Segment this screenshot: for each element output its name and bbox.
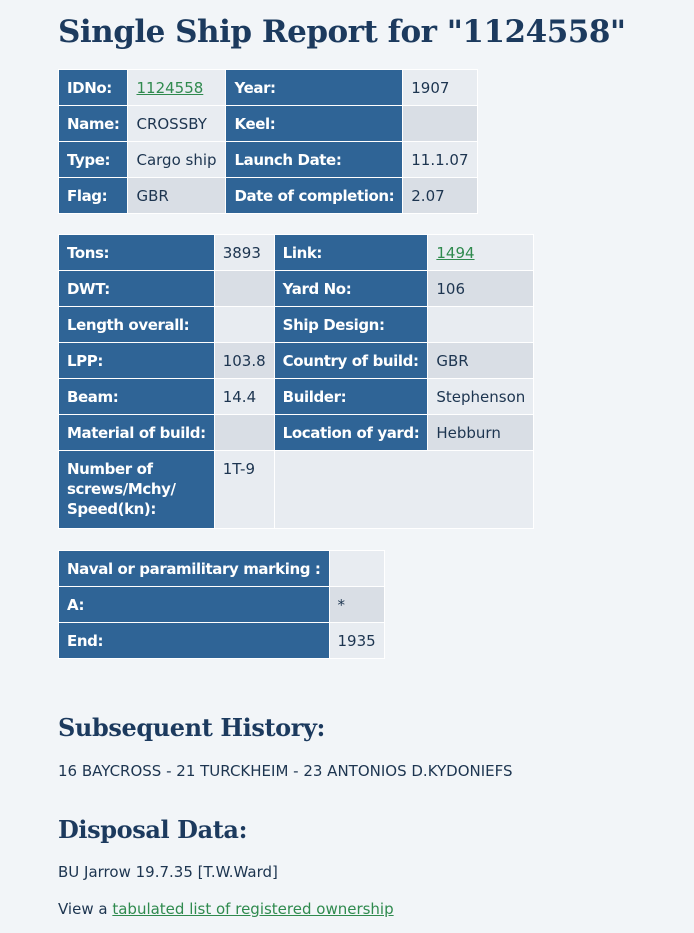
tons-value: 3893 [214,235,274,271]
table-row [59,343,534,379]
table-row [59,70,478,106]
idno-cell [128,70,226,106]
dwt-value [214,271,274,307]
launch-label: Launch Date: [226,142,403,178]
a-label: A: [59,587,330,623]
lpp-value: 103.8 [214,343,274,379]
table-row [59,271,534,307]
location-value: Hebburn [428,415,534,451]
end-label: End: [59,623,330,659]
table-row [59,379,534,415]
ownership-link[interactable]: tabulated list of registered ownership [112,900,394,918]
location-label: Location of yard: [274,415,428,451]
yard-label: Yard No: [274,271,428,307]
length-value [214,307,274,343]
ownership-line [58,900,394,918]
history-text: 16 BAYCROSS - 21 TURCKHEIM - 23 ANTONIOS D.KYDONIEFS [58,762,513,780]
marking-label: Naval or paramilitary marking : [59,551,330,587]
table-row [59,623,385,659]
year-label: Year: [226,70,403,106]
table-row [59,551,385,587]
table-row [59,415,534,451]
end-value: 1935 [329,623,384,659]
table-row [59,178,478,214]
empty-cell [274,451,534,529]
name-value: CROSSBY [128,106,226,142]
disposal-heading: Disposal Data: [58,815,248,844]
builder-label: Builder: [274,379,428,415]
table-row [59,587,385,623]
material-label: Material of build: [59,415,215,451]
launch-value: 11.1.07 [403,142,477,178]
idno-label: IDNo: [59,70,128,106]
completion-value: 2.07 [403,178,477,214]
table-row [59,451,534,529]
a-value: * [329,587,384,623]
table-row [59,307,534,343]
flag-value: GBR [128,178,226,214]
type-label: Type: [59,142,128,178]
yard-value: 106 [428,271,534,307]
lpp-label: LPP: [59,343,215,379]
link-cell [428,235,534,271]
builder-value: Stephenson [428,379,534,415]
completion-label: Date of completion: [226,178,403,214]
dwt-label: DWT: [59,271,215,307]
country-value: GBR [428,343,534,379]
table-row [59,235,534,271]
table-row [59,106,478,142]
screws-value: 1T-9 [214,451,274,529]
marking-value [329,551,384,587]
keel-value [403,106,477,142]
history-heading: Subsequent History: [58,713,325,742]
basic-info-table [58,69,478,214]
disposal-text: BU Jarrow 19.7.35 [T.W.Ward] [58,863,278,881]
type-value: Cargo ship [128,142,226,178]
keel-label: Keel: [226,106,403,142]
beam-value: 14.4 [214,379,274,415]
flag-label: Flag: [59,178,128,214]
table-row [59,142,478,178]
specs-table [58,234,534,529]
link-value[interactable]: 1494 [436,243,475,262]
tons-label: Tons: [59,235,215,271]
link-label: Link: [274,235,428,271]
country-label: Country of build: [274,343,428,379]
naval-table [58,550,385,659]
material-value [214,415,274,451]
idno-link[interactable]: 1124558 [136,78,204,97]
name-label: Name: [59,106,128,142]
screws-label: Number of screws/Mchy/ Speed(kn): [59,451,215,529]
year-value: 1907 [403,70,477,106]
beam-label: Beam: [59,379,215,415]
length-label: Length overall: [59,307,215,343]
design-value [428,307,534,343]
page-title: Single Ship Report for "1124558" [58,14,626,50]
view-prefix: View a [58,900,108,918]
design-label: Ship Design: [274,307,428,343]
